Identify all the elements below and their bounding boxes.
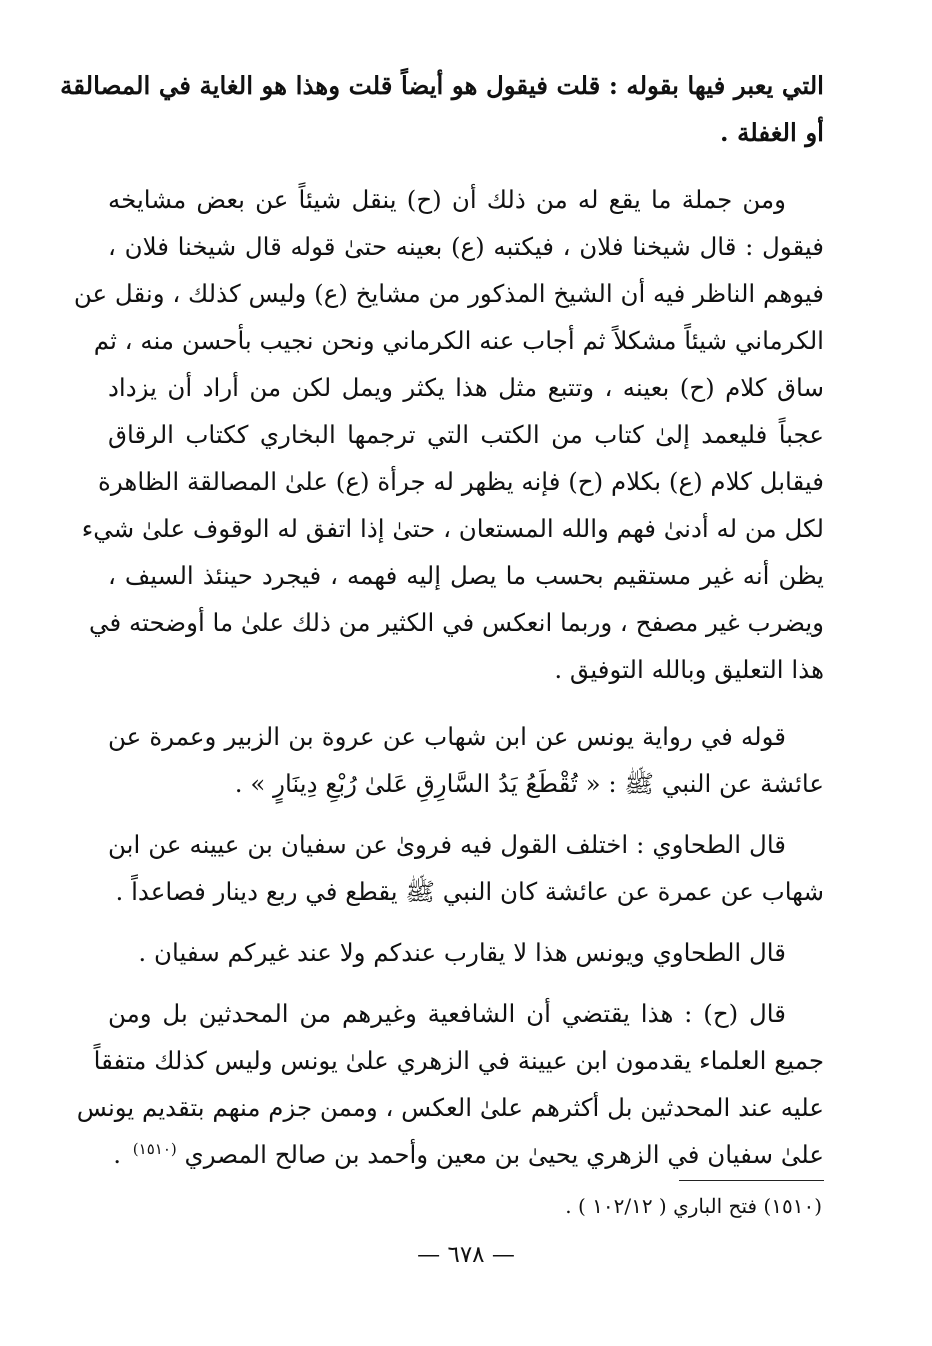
page-number: — ٦٧٨ — (417, 1242, 515, 1268)
text-line: ويضرب غير مصفح ، وربما انعكس في الكثير من ذلك علىٰ ما أوضحته في (89, 608, 824, 637)
page-body (60, 62, 824, 1178)
text-line: فيقابل كلام (ع) بكلام (ح) فإنه يظهر له جرأة (ع) علىٰ المصالقة الظاهرة (98, 467, 824, 496)
text-line: جميع العلماء يقدمون ابن عيينة في الزهري علىٰ يونس وليس كذلك متفقاً (93, 1046, 824, 1075)
text-line: ومن جملة ما يقع له من ذلك أن (ح) ينقل شيئاً عن بعض مشايخه (108, 185, 786, 214)
footnote: (١٥١٠) فتح الباري ( ١٠٢/١٢ ) . (565, 1194, 822, 1218)
text-line: لكل من له أدنىٰ فهم والله المستعان ، حتىٰ إذا اتفق له الوقوف علىٰ شيء (81, 514, 824, 543)
paragraph-1 (60, 62, 824, 156)
paragraph-3 (108, 713, 824, 807)
text-line: يظن أنه غير مستقيم بحسب ما يصل إليه فهمه ، فيجرد حينئذ السيف ، (108, 561, 824, 590)
footnote-reference: (١٥١٠) (132, 1139, 177, 1158)
text-line: فيوهم الناظر فيه أن الشيخ المذكور من مشايخ (ع) وليس كذلك ، ونقل عن (73, 279, 824, 308)
paragraph-4 (108, 821, 824, 915)
text-line: عليه عند المحدثين بل أكثرهم علىٰ العكس ، وممن جزم منهم بتقديم يونس (76, 1093, 824, 1122)
text-line: هذا التعليق وبالله التوفيق . (554, 655, 824, 684)
paragraph-5 (108, 929, 824, 976)
paragraph-2 (73, 176, 824, 693)
text-line: التي يعبر فيها بقوله : قلت فيقول هو أيضاً قلت وهذا هو الغاية في المصالقة (60, 71, 824, 100)
text-line: قال (ح) : هذا يقتضي أن الشافعية وغيرهم من المحدثين بل ومن (108, 999, 786, 1028)
text-line: قوله في رواية يونس عن ابن شهاب عن عروة بن الزبير وعمرة عن (108, 722, 786, 751)
text-line-with-footnote (108, 1131, 824, 1178)
text-line: فيقول : قال شيخنا فلان ، فيكتبه (ع) بعينه حتىٰ قوله قال شيخنا فلان ، (108, 232, 824, 261)
text-line: قال الطحاوي : اختلف القول فيه فروىٰ عن سفيان بن عيينه عن ابن (108, 830, 786, 859)
text-line: ساق كلام (ح) بعينه ، وتتبع مثل هذا يكثر ويمل لكن من أراد أن يزداد (108, 373, 824, 402)
text-line: عائشة عن النبي ﷺ : « تُقْطَعُ يَدُ السَّارِقِ عَلىٰ رُبْعِ دِينَارٍ » . (234, 769, 824, 798)
sentence-end: . (113, 1140, 129, 1169)
text-line: علىٰ سفيان في الزهري يحيىٰ بن معين وأحمد بن صالح المصري (184, 1140, 824, 1169)
text-line: قال الطحاوي ويونس هذا لا يقارب عندكم ولا عند غيركم سفيان . (138, 938, 786, 967)
text-line: الكرماني شيئاً مشكلاً ثم أجاب عنه الكرماني ونحن نجيب بأحسن منه ، ثم (93, 326, 824, 355)
footnote-divider (679, 1180, 824, 1181)
paragraph-6 (76, 990, 824, 1178)
text-line: عجباً فليعمد إلىٰ كتاب من الكتب التي ترجمها البخاري ككتاب الرقاق (108, 420, 824, 449)
text-line: أو الغفلة . (720, 118, 824, 147)
text-line: شهاب عن عمرة عن عائشة كان النبي ﷺ يقطع في ربع دينار فصاعداً . (115, 877, 824, 906)
